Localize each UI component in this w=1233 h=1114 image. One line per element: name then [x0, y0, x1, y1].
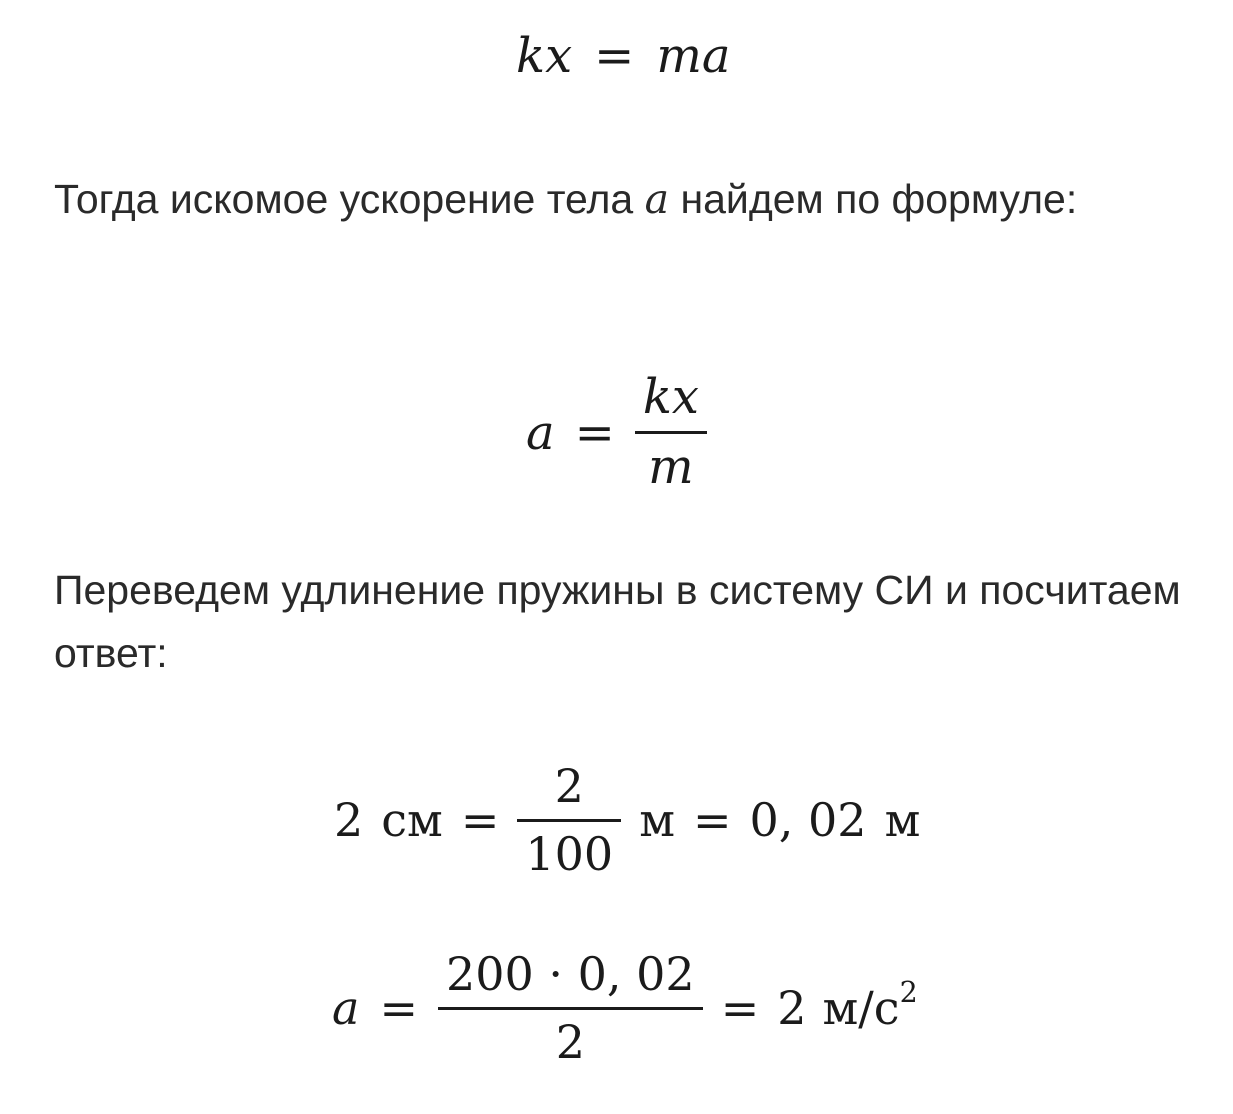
- eq3-equals-2: =: [692, 793, 732, 848]
- eq4-result: 2: [777, 981, 807, 1036]
- eq2-equals: =: [574, 404, 615, 461]
- eq3-numerator: 2: [554, 759, 584, 813]
- eq3-value: 2: [334, 793, 364, 848]
- eq3-unit: см: [381, 793, 443, 848]
- eq3-fraction-bar: [517, 819, 621, 822]
- eq3-denominator: 100: [525, 826, 614, 881]
- eq4-fraction-bar: [438, 1007, 703, 1010]
- eq3-fraction: [517, 760, 621, 881]
- eq1-equals: =: [594, 28, 635, 84]
- eq3-unit-2: м: [639, 793, 675, 848]
- para1-variable-a: a: [644, 175, 670, 223]
- para2-text: Переведем удлинение пружины в систему СИ и посчитаем ответ:: [54, 567, 1181, 676]
- paragraph-acceleration-intro: [54, 168, 1184, 231]
- paragraph-si-conversion: [54, 559, 1184, 685]
- eq4-equals-2: =: [720, 981, 760, 1036]
- equation-unit-conversion: [334, 760, 920, 881]
- eq4-fraction: [438, 948, 703, 1069]
- eq4-numerator: 200 · 0, 02: [445, 947, 695, 1001]
- eq2-fraction: [635, 370, 707, 495]
- eq4-unit-base: м/с: [822, 981, 900, 1036]
- para1-text-after: найдем по формуле:: [669, 176, 1078, 222]
- eq2-denominator: m: [648, 439, 694, 496]
- eq4-equals-1: =: [379, 981, 418, 1036]
- eq2-fraction-bar: [635, 431, 707, 434]
- eq4-lhs: a: [332, 981, 360, 1036]
- eq4-unit-exponent: 2: [899, 976, 918, 1010]
- eq1-rhs: ma: [656, 28, 731, 84]
- eq2-numerator: kx: [642, 369, 699, 425]
- eq3-unit-3: м: [884, 793, 921, 848]
- para1-text-before: Тогда искомое ускорение тела: [54, 176, 645, 222]
- eq4-unit: [822, 976, 918, 1036]
- eq3-equals-1: =: [460, 793, 500, 848]
- eq3-result: 0, 02: [749, 793, 867, 848]
- eq4-denominator: 2: [555, 1014, 585, 1069]
- equation-final-answer: [332, 948, 918, 1069]
- equation-hookes-law: [516, 28, 731, 84]
- eq2-lhs: a: [526, 404, 555, 461]
- equation-acceleration-formula: [526, 370, 707, 495]
- eq1-lhs: kx: [516, 28, 573, 84]
